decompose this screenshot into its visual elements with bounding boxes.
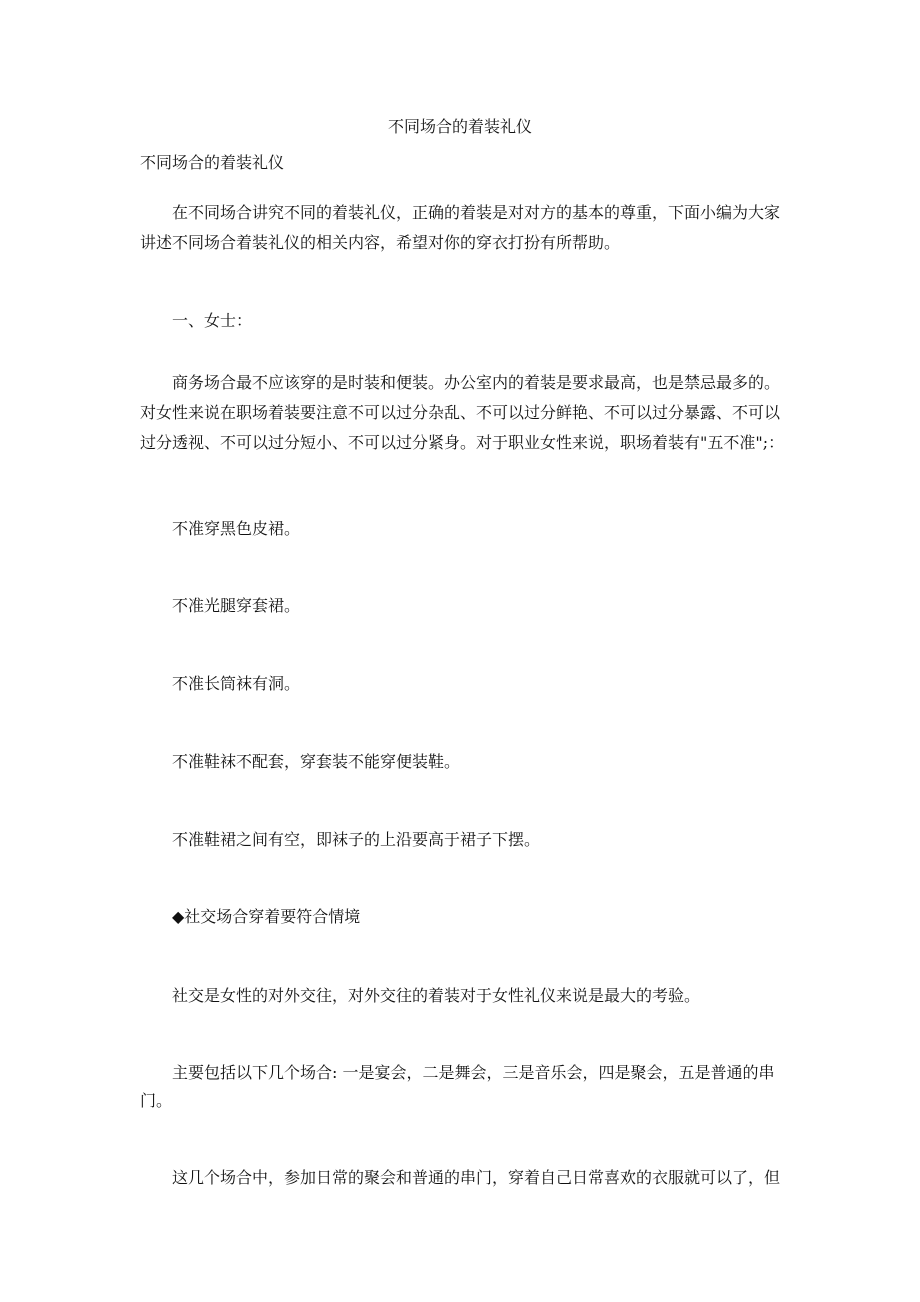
intro-line: 在不同场合讲究不同的着装礼仪，正确的着装是对对方的基本的尊重，下面小编为大家 bbox=[172, 203, 781, 222]
rule-item: 不准鞋裙之间有空，即袜子的上沿要高于裙子下摆。 bbox=[172, 830, 541, 849]
social-intro: 社交是女性的对外交往，对外交往的着装对于女性礼仪来说是最大的考验。 bbox=[172, 986, 701, 1005]
last-paragraph-line: 这几个场合中，参加日常的聚会和普通的串门，穿着自己日常喜欢的衣服就可以了，但 bbox=[172, 1168, 781, 1187]
rule-item: 不准鞋袜不配套，穿套装不能穿便装鞋。 bbox=[172, 752, 461, 771]
business-line: 过分透视、不可以过分短小、不可以过分紧身。对于职业女性来说，职场着装有"五不准";： bbox=[140, 433, 785, 452]
occasions-line: 门。 bbox=[140, 1091, 173, 1110]
intro-line: 讲述不同场合着装礼仪的相关内容，希望对你的穿衣打扮有所帮助。 bbox=[140, 233, 621, 252]
business-line: 对女性来说在职场着装要注意不可以过分杂乱、不可以过分鲜艳、不可以过分暴露、不可以 bbox=[140, 403, 781, 422]
section-heading-women: 一、女士： bbox=[172, 311, 253, 330]
rule-item: 不准穿黑色皮裙。 bbox=[172, 519, 301, 538]
rule-item: 不准光腿穿套裙。 bbox=[172, 596, 301, 615]
rule-item: 不准长筒袜有洞。 bbox=[172, 674, 301, 693]
social-heading: ◆社交场合穿着要符合情境 bbox=[172, 907, 361, 926]
occasions-line: 主要包括以下几个场合: 一是宴会，二是舞会，三是音乐会，四是聚会，五是普通的串 bbox=[172, 1063, 775, 1082]
business-line: 商务场合最不应该穿的是时装和便装。办公室内的着装是要求最高，也是禁忌最多的。 bbox=[172, 373, 781, 392]
document-title: 不同场合的着装礼仪 bbox=[387, 117, 532, 136]
document-subtitle: 不同场合的着装礼仪 bbox=[140, 153, 285, 172]
